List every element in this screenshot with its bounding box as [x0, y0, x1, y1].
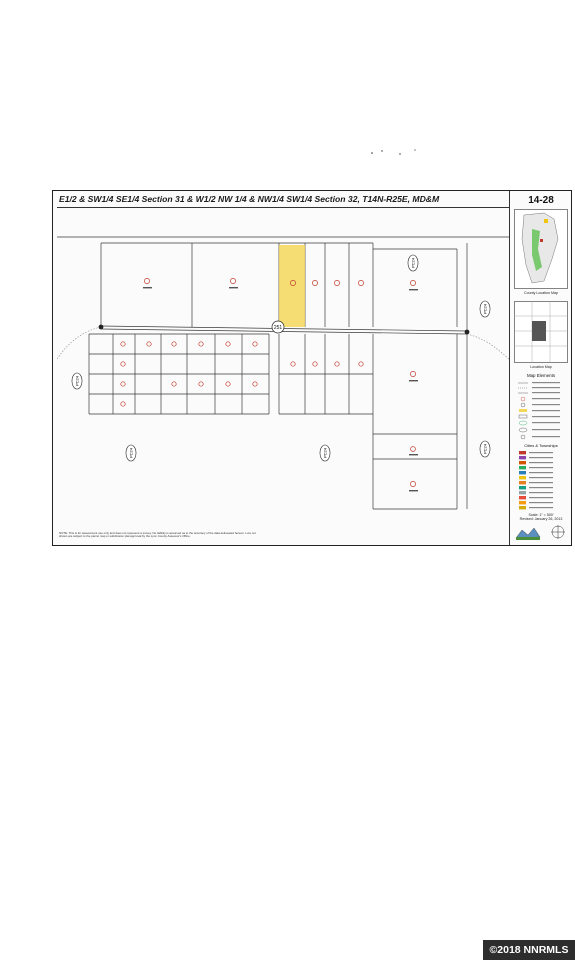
assessor-map: [52, 190, 572, 546]
route-badge-251: [272, 321, 284, 333]
map-side-panel: [509, 191, 571, 545]
parcel-number-markers: [121, 278, 416, 486]
revised-date: Revised: January 26, 2013: [519, 517, 563, 522]
city-swatch: [519, 451, 526, 454]
city-swatch-text: [529, 457, 553, 458]
city-swatch-text: [529, 502, 553, 503]
city-swatch: [519, 476, 526, 479]
trail-line-east: [467, 334, 509, 359]
map-title: E1/2 & SW1/4 SE1/4 Section 31 & W1/2 NW 1/4 & NW1/4 SW1/4 Section 32, T14N-R25E, MD&M: [59, 194, 440, 204]
scan-specks: [360, 146, 440, 160]
city-swatch: [519, 506, 526, 509]
county-seal-logo: [514, 522, 568, 542]
city-swatch: [519, 501, 526, 504]
city-swatch-text: [529, 462, 553, 463]
city-swatch-text: [529, 452, 553, 453]
cities-label: Cities & Townships: [524, 443, 558, 448]
plat-label: PC24: [410, 257, 416, 269]
city-swatch: [519, 466, 526, 469]
plat-label: PC24: [74, 375, 80, 387]
city-swatch: [519, 456, 526, 459]
plat-label: PC24: [322, 447, 328, 459]
plat-label: PC24: [482, 443, 488, 455]
scale-text: Scale: 1" = 500': [528, 513, 554, 517]
parcel-map-canvas: [57, 209, 509, 529]
city-swatch: [519, 496, 526, 499]
plat-label: PC24: [128, 447, 134, 459]
scale-block: [510, 513, 572, 522]
county-location-map-label: County Location Map: [524, 291, 558, 295]
city-swatch: [519, 486, 526, 489]
city-swatch-text: [529, 487, 553, 488]
city-swatch: [519, 481, 526, 484]
city-swatch: [519, 471, 526, 474]
title-rule: [57, 207, 509, 208]
page-number: 14-28: [528, 195, 554, 206]
city-swatch: [519, 491, 526, 494]
copyright-badge: ©2018 NNRMLS: [483, 940, 575, 960]
plat-label: PC24: [482, 303, 488, 315]
city-swatch-text: [529, 467, 553, 468]
city-swatch: [519, 461, 526, 464]
location-map-label: Location Map: [530, 365, 552, 369]
city-swatch-text: [529, 477, 553, 478]
route-badge-label: 251: [273, 325, 283, 331]
city-swatch-text: [529, 492, 553, 493]
city-swatch-text: [529, 507, 553, 508]
map-legend: [514, 369, 568, 519]
assessor-disclaimer: NOTE: This is for assessment use only and does not represent a survey. No liability is assumed as to the accuracy of the data delineated hereon. Lots not shown are subject to the parcel map or subdivision plat approval by the Lyon County Assessor's Office.: [59, 531, 256, 539]
location-mini-map: [514, 301, 568, 363]
subject-parcel-highlight: [279, 245, 305, 327]
map-elements-label: Map Elements: [526, 373, 556, 378]
city-swatch-text: [529, 472, 553, 473]
city-swatch-text: [529, 497, 553, 498]
city-swatch-text: [529, 482, 553, 483]
city-swatches: [519, 451, 553, 509]
county-location-mini-map: [514, 209, 568, 289]
